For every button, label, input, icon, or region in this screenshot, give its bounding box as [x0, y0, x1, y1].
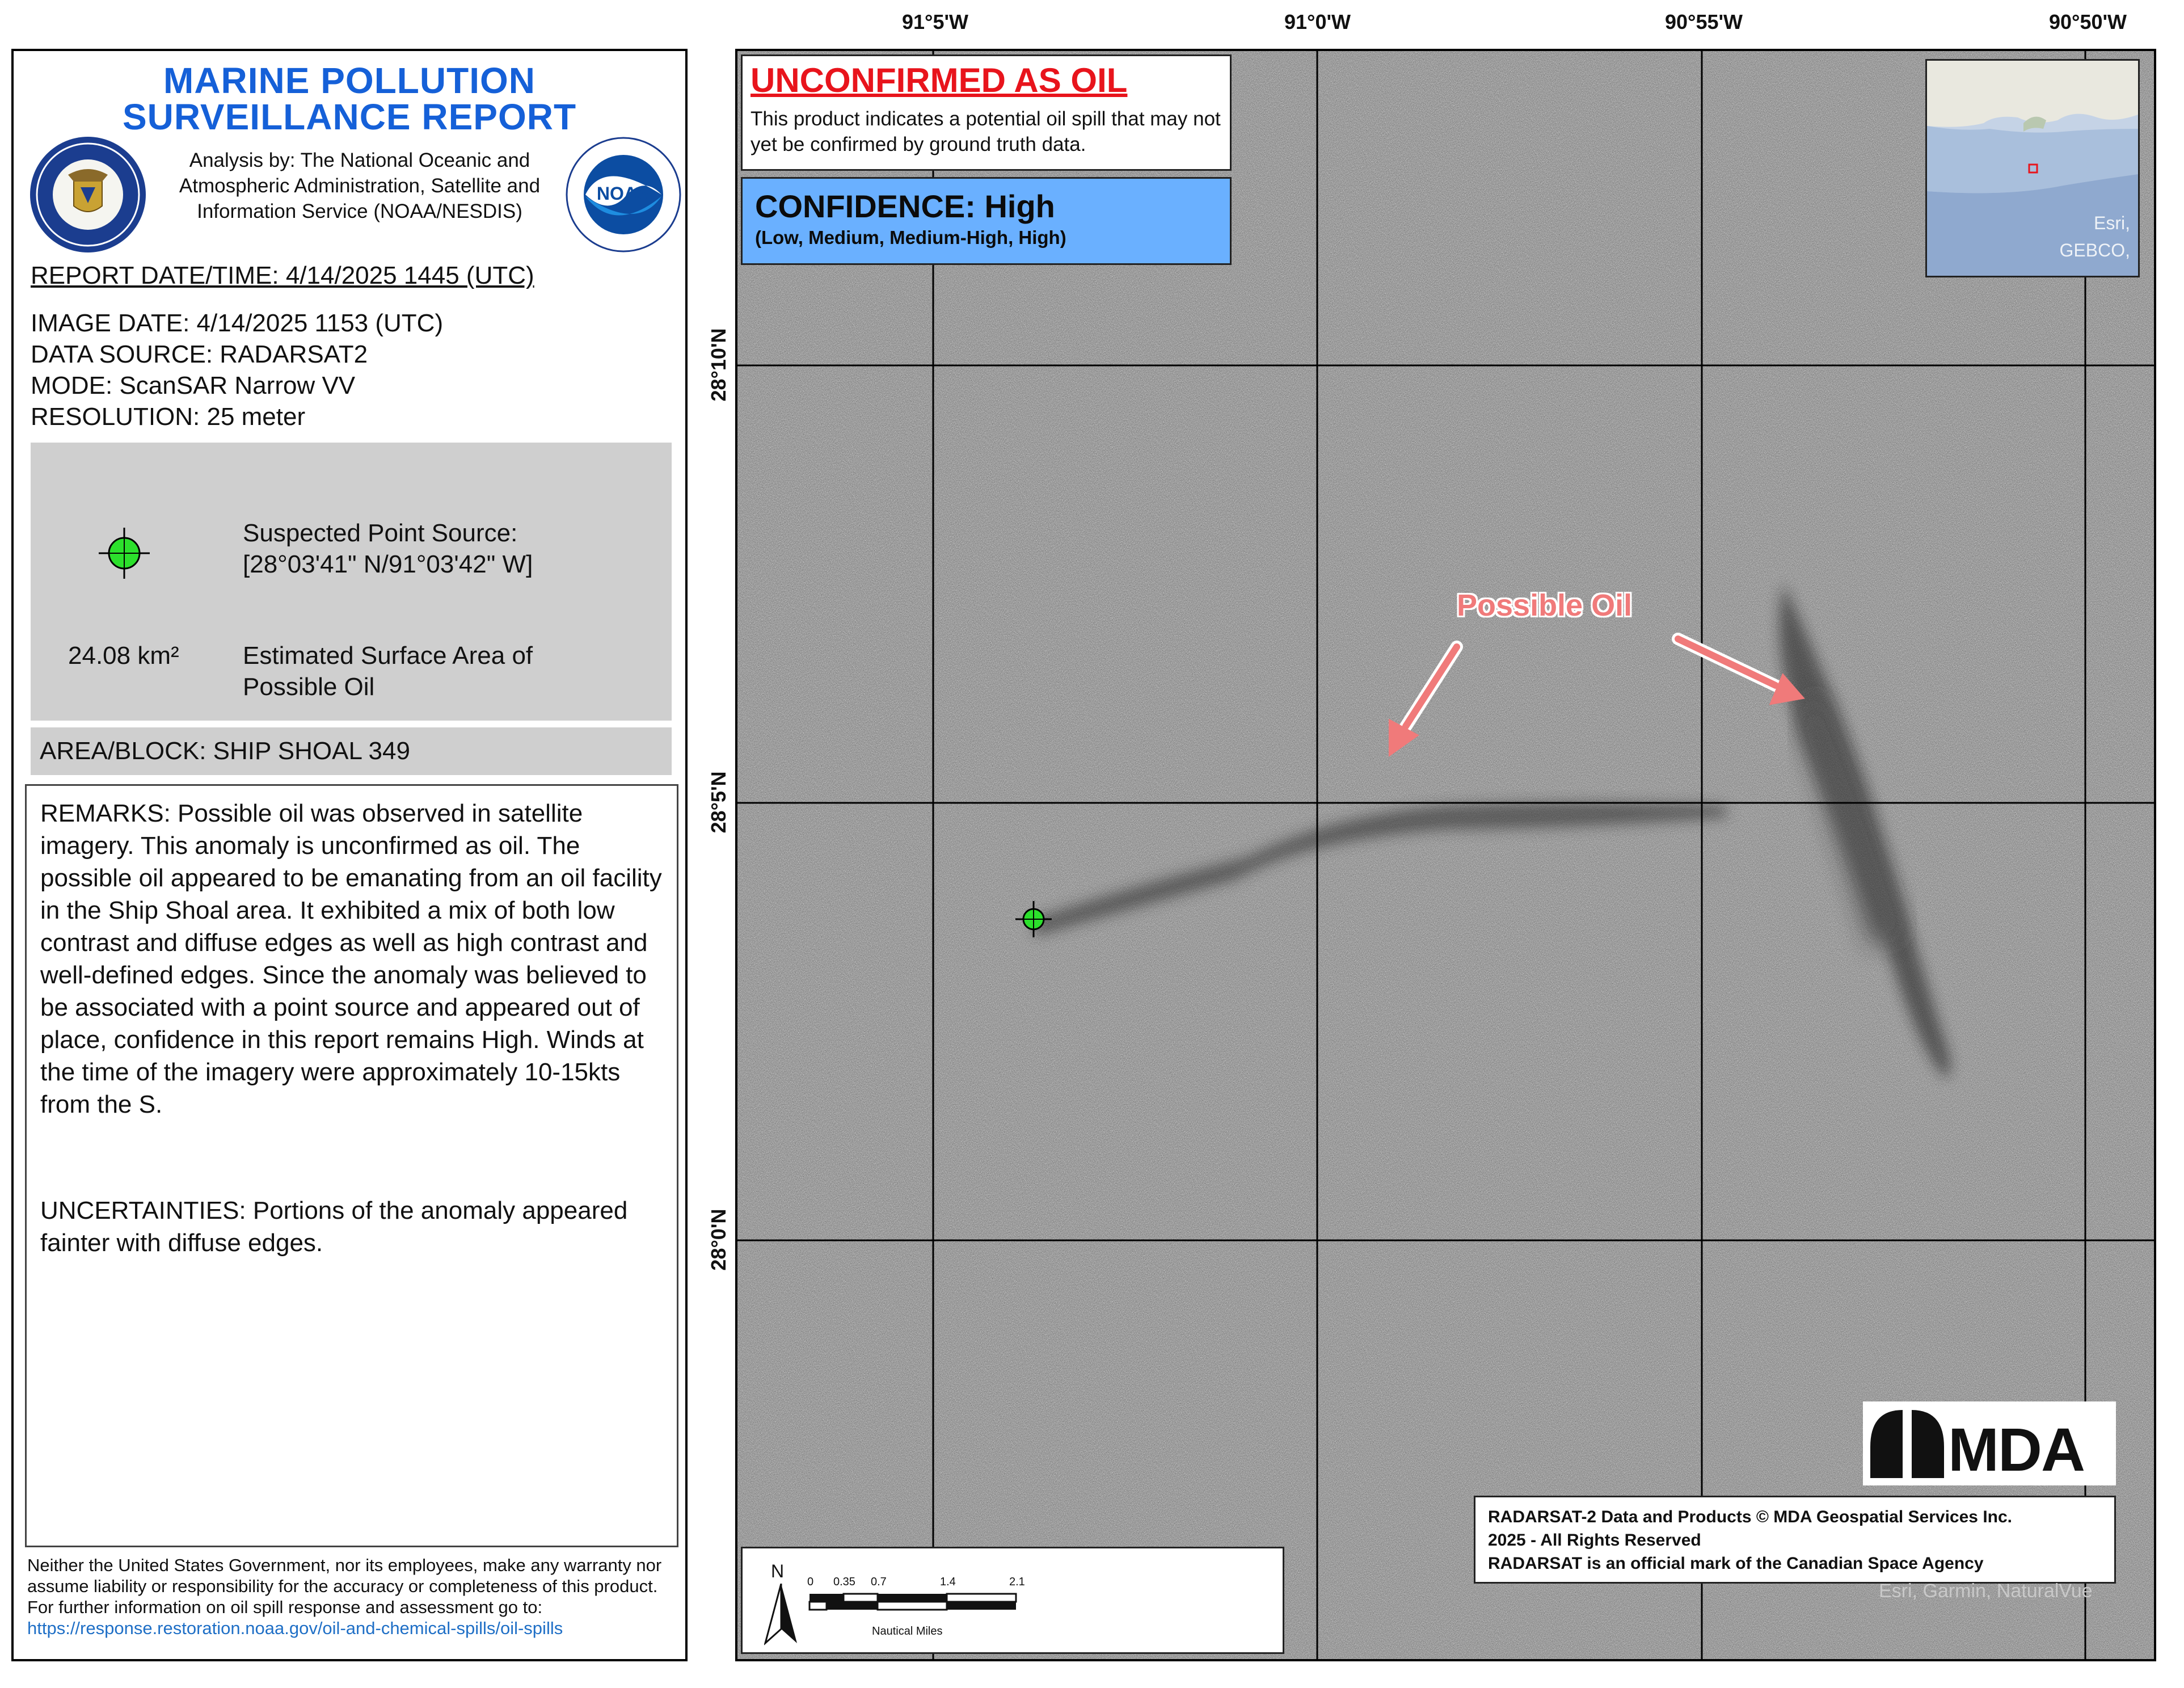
scale-unit-label: Nautical Miles: [872, 1625, 943, 1638]
surface-area-label-line2: Possible Oil: [243, 673, 375, 701]
scale-tick-label: 0: [807, 1576, 814, 1588]
disclaimer-text: Neither the United States Government, nor its employees, make any warranty nor assume liability or responsibility for the accuracy or completeness of this product.: [27, 1555, 662, 1596]
copyright-line: RADARSAT is an official mark of the Canadian Space Agency: [1488, 1554, 1984, 1573]
scale-tick-label: 0.35: [833, 1576, 855, 1588]
imaging-mode: MODE: ScanSAR Narrow VV: [31, 372, 356, 399]
longitude-label: 90°55'W: [1665, 10, 1743, 33]
basemap-attribution: Esri, Garmin, NaturalVue: [1879, 1580, 2093, 1602]
report-title-line2: SURVEILLANCE REPORT: [122, 96, 577, 137]
disclaimer: [27, 1555, 680, 1639]
longitude-label: 90°50'W: [2049, 10, 2127, 33]
scale-tick-label: 2.1: [1009, 1576, 1025, 1588]
inset-attribution: GEBCO,: [2059, 240, 2130, 260]
point-source-marker-icon: [99, 528, 150, 579]
analysis-by-text: Analysis by: The National Oceanic and Atmospheric Administration, Satellite and Information Service (NOAA/NESDIS): [179, 149, 541, 222]
remarks-text: REMARKS: Possible oil was observed in satellite imagery. This anomaly is unconfirmed as oil. The possible oil appeared to be emanating from an oil facility in the Ship Shoal area. It exhibited a mix of both low contrast and diffuse edges as well as high contrast and well-defined edges. Since the anomaly was believed to be associated with a point source and appeared out of place, confidence in this report remains High. Winds at the time of the imagery were approximately 10-15kts from the S.: [40, 799, 662, 1118]
scale-tick-label: 0.7: [871, 1576, 887, 1588]
confidence-scale: (Low, Medium, Medium-High, High): [755, 227, 1066, 248]
report-title-line1: MARINE POLLUTION: [163, 60, 536, 101]
department-of-commerce-seal: [28, 135, 147, 254]
mda-logo: [1863, 1401, 2116, 1485]
unconfirmed-title: UNCONFIRMED AS OIL: [751, 61, 1128, 99]
area-block: AREA/BLOCK: SHIP SHOAL 349: [40, 737, 410, 765]
confidence-label: CONFIDENCE: High: [755, 188, 1055, 224]
uncertainties-text: UNCERTAINTIES: Portions of the anomaly appeared fainter with diffuse edges.: [40, 1197, 628, 1257]
point-source-label: Suspected Point Source:: [243, 519, 518, 547]
latitude-label: 28°5'N: [707, 771, 730, 834]
remarks-box: [25, 784, 678, 1547]
longitude-label: 91°0'W: [1284, 10, 1351, 33]
north-arrow-icon: [764, 1584, 798, 1646]
latitude-label: 28°10'N: [707, 328, 730, 402]
copyright-line: RADARSAT-2 Data and Products © MDA Geospatial Services Inc.: [1488, 1508, 2012, 1526]
mda-logo-mark: [1867, 1407, 1947, 1480]
north-label: N: [771, 1561, 785, 1581]
data-source: DATA SOURCE: RADARSAT2: [31, 340, 368, 368]
inset-locator-map: [1925, 59, 2140, 277]
image-date: IMAGE DATE: 4/14/2025 1153 (UTC): [31, 309, 444, 337]
further-info-text: For further information on oil spill response and assessment go to: https://response.restoration.noaa.gov/oil-and-chemical-spills/oil-spills: [27, 1597, 563, 1638]
report-datetime: REPORT DATE/TIME: 4/14/2025 1445 (UTC): [31, 262, 534, 289]
possible-oil-label: Possible Oil: [1457, 588, 1633, 622]
confidence-box: [741, 177, 1232, 265]
noaa-logo: [564, 135, 683, 254]
copyright-line: 2025 - All Rights Reserved: [1488, 1531, 1701, 1550]
noaa-logo-text: NOAA: [596, 183, 651, 204]
area-block-box: [31, 727, 672, 775]
point-source-coords: [28°03'41" N/91°03'42" W]: [243, 550, 533, 578]
unconfirmed-description: This product indicates a potential oil spill that may not yet be confirmed by ground truth data.: [751, 108, 1221, 155]
scale-tick-label: 1.4: [940, 1576, 956, 1588]
oil-spills-link[interactable]: https://response.restoration.noaa.gov/oil-and-chemical-spills/oil-spills: [27, 1618, 563, 1638]
surface-area-value: 24.08 km²: [68, 642, 179, 670]
resolution: RESOLUTION: 25 meter: [31, 403, 306, 431]
report-panel: [11, 49, 688, 1661]
surface-area-label-line1: Estimated Surface Area of: [243, 642, 533, 670]
unconfirmed-box: [741, 54, 1232, 171]
longitude-label: 91°5'W: [902, 10, 968, 33]
scale-bar-graphic: [808, 1593, 1018, 1615]
copyright-box: [1474, 1496, 2116, 1584]
mda-logo-text: MDA: [1948, 1415, 2084, 1484]
image-metadata: [31, 308, 443, 432]
inset-attribution: Esri,: [2094, 213, 2130, 233]
latitude-label: 28°0'N: [707, 1209, 730, 1271]
legend-box: [31, 443, 672, 721]
scale-bar-box: [741, 1547, 1284, 1654]
